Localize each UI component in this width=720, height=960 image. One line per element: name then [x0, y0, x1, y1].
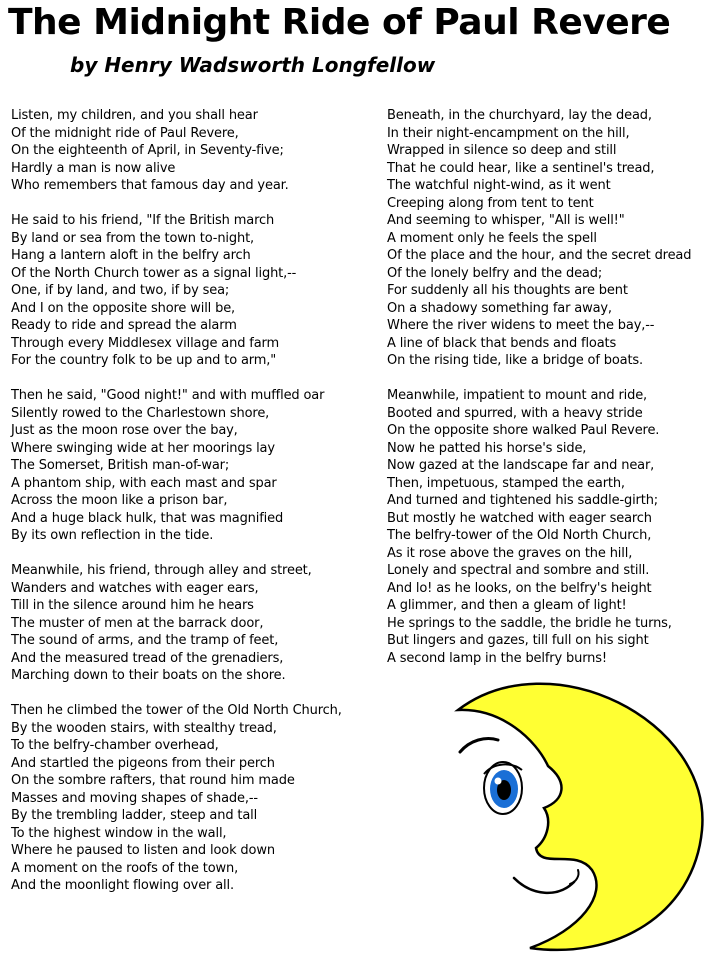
poem-line: To the belfry-chamber overhead, [11, 738, 219, 753]
poem-line: One, if by land, and two, if by sea; [11, 283, 230, 298]
poem-line: Masses and moving shapes of shade,-- [11, 790, 258, 806]
poem-line: A glimmer, and then a gleam of light! [387, 598, 627, 613]
poem-line: Listen, my children, and you shall hear [11, 108, 258, 123]
poem-line: Wrapped in silence so deep and still [387, 143, 617, 158]
poem-line: But mostly he watched with eager search [387, 510, 652, 526]
poem-line: Till in the silence around him he hears [11, 598, 254, 613]
poem-line: And I on the opposite shore will be, [11, 300, 236, 316]
moon-smile [514, 878, 574, 893]
poem-line: He said to his friend, "If the British march [11, 213, 275, 228]
poem-line: On the eighteenth of April, in Seventy-five; [11, 143, 284, 158]
poem-line: Ready to ride and spread the alarm [11, 318, 237, 333]
poem-line: On a shadowy something far away, [387, 300, 612, 316]
crescent-moon-face-icon [440, 670, 720, 960]
poem-line: For the country folk to be up and to arm," [11, 353, 277, 368]
poem-line: Creeping along from tent to tent [387, 195, 594, 211]
poem-line: And seeming to whisper, "All is well!" [387, 213, 625, 228]
poem-line: The Somerset, British man-of-war; [11, 458, 230, 473]
poem-line: Through every Middlesex village and farm [11, 335, 280, 351]
poem-line: For suddenly all his thoughts are bent [387, 283, 628, 298]
moon-body [458, 684, 702, 950]
moon-eye-glint [495, 778, 502, 785]
poem-line: Then he climbed the tower of the Old North Church, [11, 703, 342, 718]
moon-dimple [570, 870, 579, 884]
poem-line: Who remembers that famous day and year. [11, 178, 289, 193]
poem-line: Beneath, in the churchyard, lay the dead, [387, 108, 652, 123]
poem-line: The belfry-tower of the Old North Church, [387, 528, 652, 543]
poem-line: On the sombre rafters, that round him made [11, 773, 295, 788]
poem-title: The Midnight Ride of Paul Revere [8, 2, 671, 43]
poem-line: Then he said, "Good night!" and with muffled oar [11, 388, 325, 403]
poem-line: But lingers and gazes, till full on his sight [387, 633, 649, 648]
poem-column-left [11, 107, 383, 912]
stanza [387, 107, 720, 370]
poem-line: Meanwhile, his friend, through alley and street, [11, 563, 312, 578]
poem-line: Of the midnight ride of Paul Revere, [11, 125, 239, 141]
poem-line: Now he patted his horse's side, [387, 440, 587, 456]
poem-line: Silently rowed to the Charlestown shore, [11, 405, 270, 421]
poem-line: Meanwhile, impatient to mount and ride, [387, 388, 648, 403]
poem-author: by Henry Wadsworth Longfellow [70, 53, 436, 77]
stanza [11, 107, 383, 195]
poem-line: Where the river widens to meet the bay,-- [387, 318, 655, 333]
poem-line: By land or sea from the town to-night, [11, 230, 255, 246]
poem-line: And the moonlight flowing over all. [11, 878, 234, 893]
poem-line: By its own reflection in the tide. [11, 528, 214, 543]
poem-line: Of the lonely belfry and the dead; [387, 265, 603, 281]
poem-line: The sound of arms, and the tramp of feet, [11, 633, 279, 648]
moon-eyebrow [460, 739, 498, 753]
poem-line: A moment on the roofs of the town, [11, 860, 239, 876]
poem-line: Lonely and spectral and sombre and still. [387, 563, 650, 578]
poem-line: A moment only he feels the spell [387, 230, 597, 246]
poem-line: Across the moon like a prison bar, [11, 493, 228, 508]
poem-line: A phantom ship, with each mast and spar [11, 475, 277, 491]
poem-line: And lo! as he looks, on the belfry's height [387, 580, 652, 596]
poem-column-right [387, 107, 720, 685]
poem-line: The muster of men at the barrack door, [11, 615, 264, 631]
poem-line: On the rising tide, like a bridge of boats. [387, 353, 644, 368]
poem-line: And a huge black hulk, that was magnified [11, 510, 284, 526]
poem-line: Of the North Church tower as a signal light,-- [11, 265, 297, 281]
poem-line: On the opposite shore walked Paul Revere. [387, 423, 660, 438]
poem-line: By the trembling ladder, steep and tall [11, 808, 258, 823]
stanza [387, 387, 720, 667]
poem-line: Hardly a man is now alive [11, 160, 176, 176]
poem-line: As it rose above the graves on the hill, [387, 545, 633, 561]
poem-line: Hang a lantern aloft in the belfry arch [11, 248, 251, 263]
poem-line: In their night-encampment on the hill, [387, 125, 630, 141]
poem-line: And the measured tread of the grenadiers, [11, 650, 284, 666]
poem-line: Where swinging wide at her moorings lay [11, 440, 275, 456]
poem-line: And startled the pigeons from their perch [11, 755, 275, 771]
poem-line: He springs to the saddle, the bridle he turns, [387, 615, 672, 631]
poem-line: Wanders and watches with eager ears, [11, 580, 259, 596]
poem-line: Marching down to their boats on the shore. [11, 668, 286, 683]
poem-line: To the highest window in the wall, [11, 825, 227, 841]
poem-line: And turned and tightened his saddle-girth; [387, 493, 659, 508]
poem-line: By the wooden stairs, with stealthy tread, [11, 720, 277, 736]
stanza [11, 562, 383, 685]
poem-line: Now gazed at the landscape far and near, [387, 458, 655, 473]
poem-line: Booted and spurred, with a heavy stride [387, 405, 643, 421]
poem-line: Just as the moon rose over the bay, [11, 423, 238, 438]
poem-line: That he could hear, like a sentinel's tread, [387, 160, 655, 176]
stanza [11, 387, 383, 545]
poem-line: A line of black that bends and floats [387, 335, 617, 351]
poem-line: Where he paused to listen and look down [11, 843, 275, 858]
stanza [11, 702, 383, 895]
poem-line: A second lamp in the belfry burns! [387, 650, 607, 666]
poem-line: The watchful night-wind, as it went [387, 178, 611, 193]
stanza [11, 212, 383, 370]
poem-line: Then, impetuous, stamped the earth, [387, 475, 625, 491]
poem-line: Of the place and the hour, and the secret dread [387, 248, 692, 263]
